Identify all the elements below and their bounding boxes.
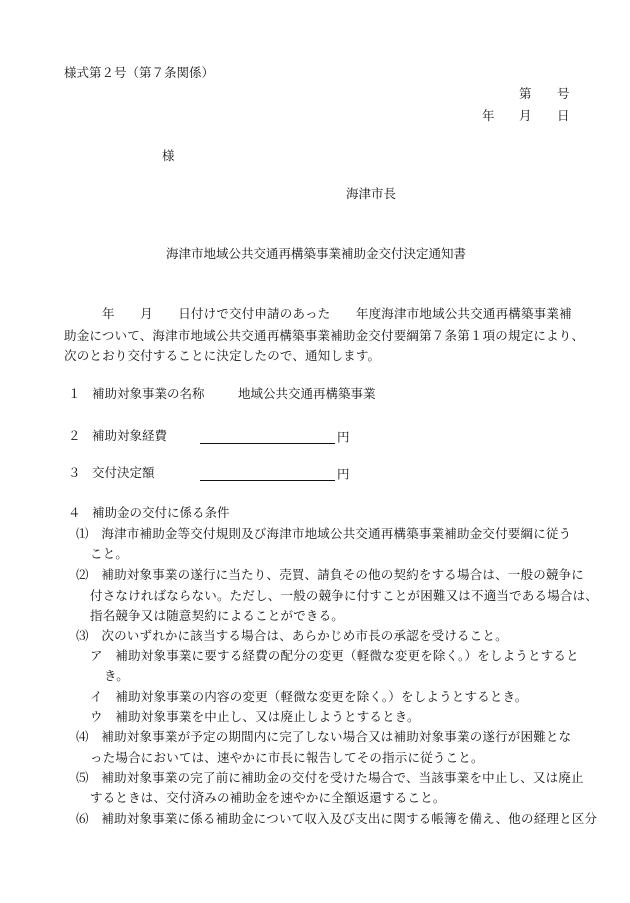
condition-6-line-1: ⑹ 補助対象事業に係る補助金について収入及び支出に関する帳簿を備え、他の経理と区分 <box>76 811 598 826</box>
item-1-value: 地域公共交通再構築事業 <box>238 386 376 401</box>
item-3-amount-field <box>200 467 350 481</box>
date-year: 年 <box>482 108 495 123</box>
condition-3-u: ウ 補助対象事業を中止し、又は廃止しようとするとき。 <box>90 709 420 724</box>
form-number: 様式第２号（第７条関係） <box>64 65 215 80</box>
item-4-label: 補助金の交付に係る条件 <box>92 505 230 520</box>
date-day: 日 <box>557 108 570 123</box>
condition-1-line-1: ⑴ 海津市補助金等交付規則及び海津市地域公共交通再構築事業補助金交付要綱に従う <box>76 526 572 541</box>
condition-3-i: イ 補助対象事業の内容の変更（軽微な変更を除く。）をしようとするとき。 <box>90 689 528 704</box>
item-2-number: ２ <box>68 428 81 443</box>
item-2-unit: 円 <box>337 429 350 445</box>
condition-1-line-2: こと。 <box>90 546 129 561</box>
condition-3-line-1: ⑶ 次のいずれかに該当する場合は、あらかじめ市長の承認を受けること。 <box>76 628 508 643</box>
issuer: 海津市長 <box>346 186 397 201</box>
item-1-label: 補助対象事業の名称 <box>92 386 205 401</box>
item-2-amount-blank <box>200 430 335 444</box>
addressee-sama: 様 <box>162 148 175 163</box>
item-3-unit: 円 <box>337 466 350 482</box>
condition-2-line-2: 付さなければならない。ただし、一般の競争に付すことが困難又は不適当である場合は、 <box>90 588 599 603</box>
condition-5-line-2: するときは、交付済みの補助金を速やかに全額返還すること。 <box>90 790 446 805</box>
item-1-number: １ <box>68 386 81 401</box>
condition-3-a-line-1: ア 補助対象事業に要する経費の配分の変更（軽微な変更を除く。）をしようとすると <box>90 648 579 663</box>
item-4-number: ４ <box>68 505 81 520</box>
item-3-number: ３ <box>68 465 81 480</box>
item-2-label: 補助対象経費 <box>92 428 168 443</box>
document-number-dai: 第 <box>519 86 532 101</box>
condition-2-line-1: ⑵ 補助対象事業の遂行に当たり、売買、請負その他の契約をする場合は、一般の競争に <box>76 567 585 582</box>
body-line-1: 年 月 日付けで交付申請のあった 年度海津市地域公共交通再構築事業補 <box>102 306 572 321</box>
body-line-2: 助金について、海津市地域公共交通再構築事業補助金交付要綱第７条第１項の規定により、 <box>64 328 585 343</box>
date-month: 月 <box>519 108 532 123</box>
condition-2-line-3: 指名競争又は随意契約によることができる。 <box>90 608 345 623</box>
body-line-3: 次のとおり交付することに決定したので、通知します。 <box>64 348 381 363</box>
item-2-amount-field <box>200 430 350 444</box>
condition-5-line-1: ⑸ 補助対象事業の完了前に補助金の交付を受けた場合で、当該事業を中止し、又は廃止 <box>76 770 584 785</box>
item-3-amount-blank <box>200 467 335 481</box>
document-title: 海津市地域公共交通再構築事業補助金交付決定通知書 <box>166 246 467 261</box>
item-3-label: 交付決定額 <box>92 465 155 480</box>
condition-4-line-2: った場合においては、速やかに市長に報告してその指示に従うこと。 <box>90 750 484 765</box>
document-number-go: 号 <box>557 86 570 101</box>
condition-3-a-line-2: き。 <box>104 668 129 683</box>
condition-4-line-1: ⑷ 補助対象事業が予定の期間内に完了しない場合又は補助対象事業の遂行が困難とな <box>76 729 572 744</box>
